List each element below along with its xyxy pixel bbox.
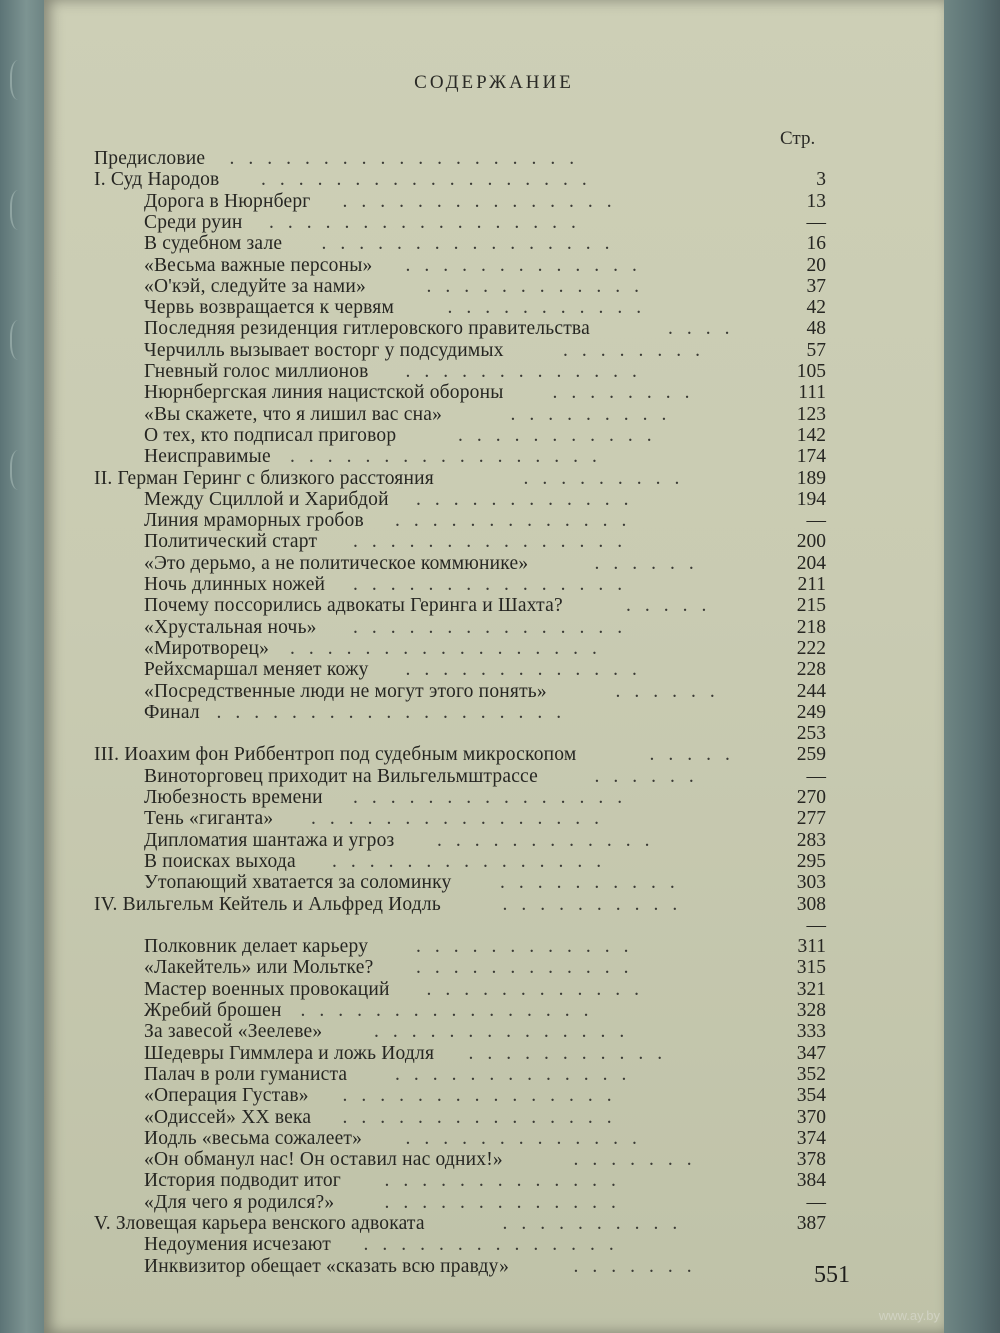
- toc-entry: [44, 468, 944, 490]
- leader-dots: ...............: [353, 616, 637, 638]
- leader-dots: ...............: [342, 1106, 626, 1128]
- toc-entry-title: Инквизитор обещает «сказать всю правду»: [144, 1255, 510, 1277]
- toc-entry: [44, 638, 944, 660]
- leader-dots: ..........: [500, 872, 689, 894]
- toc-entry-title: Иодль «весьма сожалеет»: [144, 1127, 363, 1149]
- toc-entry-page: 174: [796, 446, 826, 468]
- toc-entry: [44, 191, 944, 213]
- toc-entry: [44, 744, 944, 766]
- toc-entry-page: 200: [796, 531, 826, 553]
- page-number: 551: [814, 1262, 850, 1288]
- toc-entry-title: Рейхсмаршал меняет кожу: [144, 659, 369, 681]
- toc-entry: [44, 808, 944, 830]
- toc-entry: [44, 1107, 944, 1129]
- toc-entry-title: Полковник делает карьеру: [144, 936, 369, 958]
- leader-dots: ............: [416, 936, 643, 958]
- toc-entry-page: 333: [796, 1021, 826, 1043]
- leader-dots: ...........: [458, 424, 666, 446]
- toc-entry-title: «Посредственные люди не могут этого понять»: [144, 680, 547, 702]
- toc-entry-title: Любезность времени: [144, 787, 323, 808]
- toc-entry-page: 249: [796, 701, 826, 723]
- toc-entry: [44, 255, 944, 277]
- toc-entry-page: 315: [796, 957, 826, 979]
- toc-entry-title: Недоумения исчезают: [144, 1234, 332, 1256]
- book-cover-edge: [944, 0, 1000, 1333]
- toc-entry: [44, 489, 944, 511]
- toc-entry: [44, 1149, 944, 1171]
- toc-entry-page: 347: [796, 1042, 826, 1064]
- toc-entry-page: —: [806, 211, 826, 233]
- toc-entry: [44, 1170, 944, 1192]
- leader-dots: ....: [668, 318, 744, 340]
- toc-entry-title: Дорога в Нюрнберг: [144, 190, 311, 212]
- toc-entry-title: Ночь длинных ножей: [144, 574, 326, 595]
- leader-dots: ...............: [353, 787, 637, 808]
- toc-entry-title: Между Сциллой и Харибдой: [144, 488, 389, 510]
- toc-entry-page: 123: [796, 403, 826, 425]
- toc-entry-title: IV. Вильгельм Кейтель и Альфред Иодль: [94, 893, 441, 915]
- toc-entry-title: V. Зловещая карьера венского адвоката: [94, 1213, 425, 1234]
- leader-dots: .................: [290, 446, 611, 468]
- toc-entry-page: 387: [796, 1213, 826, 1234]
- leader-dots: .............: [384, 1170, 630, 1192]
- leader-dots: ............: [416, 957, 643, 979]
- leader-dots: ......: [594, 765, 708, 787]
- toc-entry-page: 215: [796, 595, 826, 617]
- leader-dots: .....: [626, 595, 721, 617]
- toc-entry-page: 321: [796, 978, 826, 1000]
- leader-dots: .....: [649, 744, 744, 766]
- toc-entry-page: 328: [796, 1000, 826, 1021]
- toc-entry: [44, 531, 944, 553]
- leader-dots: ...............: [342, 190, 626, 212]
- toc-entry: [44, 1021, 944, 1043]
- toc-entry-page: 16: [806, 233, 826, 255]
- toc-entry-title: «Для чего я родился?»: [144, 1191, 335, 1213]
- leader-dots: ..........: [502, 893, 692, 915]
- toc-entry-page: 374: [796, 1127, 826, 1149]
- leader-dots: ...............: [332, 850, 616, 872]
- toc-entry-page: 370: [796, 1106, 826, 1128]
- toc-entry-title: Утопающий хватается за соломинку: [144, 872, 452, 894]
- leader-dots: .........: [510, 403, 681, 425]
- toc-entry-page: 194: [796, 488, 826, 510]
- toc-entry-page: —: [806, 765, 826, 787]
- leader-dots: ................: [321, 233, 624, 255]
- leader-dots: .................: [290, 637, 611, 659]
- leader-dots: ...........: [447, 297, 656, 319]
- toc-entry-page: 270: [796, 787, 826, 808]
- toc-entry: [44, 681, 944, 703]
- toc-entry-title: О тех, кто подписал приговор: [144, 424, 397, 446]
- toc-entry: [44, 318, 944, 340]
- toc-entry-page: 211: [797, 574, 826, 595]
- toc-entry-title: Гневный голос миллионов: [144, 361, 369, 382]
- toc-entry: [44, 1256, 944, 1278]
- leader-dots: .........: [523, 467, 694, 489]
- toc-entry-page: 384: [796, 1170, 826, 1192]
- book-page: [44, 0, 944, 1333]
- toc-entry: [44, 553, 944, 575]
- toc-entry-title: «Весьма важные персоны»: [144, 254, 373, 276]
- toc-entry-title: История подводит итог: [144, 1170, 341, 1192]
- leader-dots: ...................: [216, 701, 576, 723]
- toc-entry-page: —: [806, 914, 826, 936]
- leader-dots: ..........: [502, 1213, 692, 1234]
- toc-entry: [44, 425, 944, 447]
- toc-entry-title: Жребий брошен: [144, 1000, 282, 1021]
- leader-dots: ................: [300, 1000, 603, 1021]
- leader-dots: ..............: [363, 1234, 628, 1256]
- leader-dots: ................: [311, 808, 613, 830]
- toc-entry-title: Тень «гиганта»: [144, 808, 274, 830]
- toc-entry: [44, 851, 944, 873]
- toc-entry: [44, 894, 944, 916]
- toc-entry-title: II. Герман Геринг с близкого расстояния: [94, 467, 434, 489]
- leader-dots: .............: [395, 1063, 641, 1085]
- spine-ornament: [10, 450, 30, 490]
- toc-entry-title: Почему поссорились адвокаты Геринга и Шахта?: [144, 595, 563, 617]
- toc-entry: [44, 723, 944, 745]
- toc-entry-page: 3: [816, 169, 826, 191]
- toc-entry-page: 13: [806, 190, 826, 212]
- toc-entry-title: Последняя резиденция гитлеровского правительства: [144, 318, 590, 340]
- toc-entry: [44, 595, 944, 617]
- toc-entry-title: Дипломатия шантажа и угроз: [144, 829, 395, 851]
- leader-dots: .............: [384, 1191, 630, 1213]
- toc-entry-page: 253: [796, 723, 826, 745]
- leader-dots: .............: [405, 361, 651, 382]
- toc-entry-page: 352: [796, 1063, 826, 1085]
- toc-entry-title: Предисловие: [94, 148, 206, 169]
- leader-dots: .............: [395, 510, 641, 532]
- toc-entry: [44, 1213, 944, 1235]
- toc-entry: [44, 915, 944, 937]
- toc-entry-title: В поисках выхода: [144, 850, 296, 872]
- spine-ornament: [10, 320, 30, 360]
- leader-dots: ..............: [374, 1021, 639, 1043]
- toc-entry-title: I. Суд Народов: [94, 169, 220, 191]
- toc-entry-page: 189: [796, 467, 826, 489]
- toc-entry-title: Мастер военных провокаций: [144, 978, 390, 1000]
- leader-dots: ...........: [468, 1042, 677, 1064]
- toc-entry-title: Среди руин: [144, 211, 243, 233]
- toc-entry-page: 111: [798, 382, 826, 404]
- page-column-label: Стр.: [780, 128, 816, 149]
- toc-entry: [44, 361, 944, 383]
- toc-entry: [44, 446, 944, 468]
- toc-entry: [44, 1192, 944, 1214]
- leader-dots: .......: [573, 1149, 706, 1171]
- toc-entry-page: 204: [796, 552, 826, 574]
- toc-entry: [44, 702, 944, 724]
- toc-entry-page: 218: [796, 616, 826, 638]
- toc-entry-page: 378: [796, 1149, 826, 1171]
- toc-entry: [44, 148, 944, 170]
- toc-entry: [44, 659, 944, 681]
- toc-entry-page: 295: [796, 850, 826, 872]
- toc-entry: [44, 1128, 944, 1150]
- toc-entry-title: Червь возвращается к червям: [144, 297, 394, 319]
- toc-entry-title: Нюрнбергская линия нацистской обороны: [144, 382, 504, 404]
- toc-entry: [44, 830, 944, 852]
- leader-dots: ..................: [261, 169, 601, 191]
- leader-dots: ...............: [353, 531, 637, 553]
- toc-entry: [44, 233, 944, 255]
- toc-entry: [44, 979, 944, 1001]
- toc-entry-page: 142: [796, 424, 826, 446]
- leader-dots: ...................: [229, 148, 589, 169]
- toc-entry-page: 277: [796, 808, 826, 830]
- toc-entry-title: Виноторговец приходит на Вильгельмштрассе: [144, 765, 539, 787]
- toc-entry-page: 311: [797, 936, 826, 958]
- toc-entry-page: 228: [796, 659, 826, 681]
- page-title: СОДЕРЖАНИЕ: [414, 72, 574, 93]
- toc-entry-title: «Одиссей» XX века: [144, 1106, 312, 1128]
- toc-entry-title: Черчилль вызывает восторг у подсудимых: [144, 339, 504, 361]
- toc-entry-title: «Хрустальная ночь»: [144, 616, 317, 638]
- toc-entry: [44, 1043, 944, 1065]
- toc-entry-title: Неисправимые: [144, 446, 271, 468]
- leader-dots: .............: [405, 659, 651, 681]
- book-spine: [0, 0, 48, 1333]
- leader-dots: ......: [615, 680, 729, 702]
- toc-entry-page: 42: [806, 297, 826, 319]
- leader-dots: .............: [405, 254, 651, 276]
- watermark: www.ay.by: [878, 1308, 940, 1323]
- toc-entry: [44, 404, 944, 426]
- toc-entry-title: Шедевры Гиммлера и ложь Иодля: [144, 1042, 435, 1064]
- toc-entry-page: —: [806, 1191, 826, 1213]
- toc-entry-page: 354: [796, 1085, 826, 1107]
- toc-entry-page: —: [806, 510, 826, 532]
- toc-entry: [44, 212, 944, 234]
- leader-dots: .................: [269, 211, 590, 233]
- toc-entry: [44, 1000, 944, 1022]
- toc-entry: [44, 510, 944, 532]
- toc-entry: [44, 1085, 944, 1107]
- toc-entry: [44, 957, 944, 979]
- toc-entry-title: «Лакейтель» или Мольтке?: [144, 957, 374, 979]
- leader-dots: .......: [573, 1255, 706, 1277]
- toc-entry-page: 57: [806, 339, 826, 361]
- toc-entry-page: 308: [796, 893, 826, 915]
- toc-entry: [44, 1064, 944, 1086]
- toc-entry: [44, 936, 944, 958]
- toc-entry: [44, 340, 944, 362]
- toc-entry-title: «Это дерьмо, а не политическое коммюнике»: [144, 552, 529, 574]
- leader-dots: ............: [426, 978, 653, 1000]
- leader-dots: ........: [552, 382, 704, 404]
- toc-entry: [44, 297, 944, 319]
- toc-entry-title: «О'кэй, следуйте за нами»: [144, 275, 366, 297]
- toc-entry-page: 283: [796, 829, 826, 851]
- toc-entry-title: «Вы скажете, что я лишил вас сна»: [144, 403, 443, 425]
- toc-entry-title: В судебном зале: [144, 233, 283, 255]
- toc-entry: [44, 169, 944, 191]
- leader-dots: ............: [416, 488, 643, 510]
- leader-dots: ........: [563, 339, 714, 361]
- leader-dots: ............: [437, 829, 664, 851]
- toc-entry-title: Палач в роли гуманиста: [144, 1063, 348, 1085]
- toc-entry-page: 244: [796, 680, 826, 702]
- toc-entry-page: 259: [796, 744, 826, 766]
- toc-entry-page: 48: [806, 318, 826, 340]
- toc-entry-title: «Миротворец»: [144, 637, 270, 659]
- toc-entry-title: «Он обманул нас! Он оставил нас одних!»: [144, 1149, 503, 1171]
- leader-dots: ...............: [342, 1085, 626, 1107]
- toc-entry-title: За завесой «Зеелеве»: [144, 1021, 323, 1043]
- leader-dots: ............: [426, 275, 653, 297]
- toc-entry-page: 105: [796, 361, 826, 382]
- toc-entry-page: 37: [806, 275, 826, 297]
- toc-entry-title: Финал: [144, 701, 200, 723]
- leader-dots: .............: [405, 1127, 651, 1149]
- toc-entry: [44, 276, 944, 298]
- leader-dots: ...............: [353, 574, 637, 595]
- toc-entry-title: «Операция Густав»: [144, 1085, 309, 1107]
- toc-entry: [44, 787, 944, 809]
- toc-entry-page: 303: [796, 872, 826, 894]
- toc-entry: [44, 574, 944, 596]
- toc-entry: [44, 617, 944, 639]
- toc-entry-title: III. Иоахим фон Риббентроп под судебным микроскопом: [94, 744, 577, 766]
- toc-entry-title: Политический старт: [144, 531, 318, 553]
- leader-dots: ......: [594, 552, 708, 574]
- toc-entry: [44, 872, 944, 894]
- toc-entry-title: Линия мраморных гробов: [144, 510, 364, 532]
- toc-entry-page: 222: [796, 637, 826, 659]
- toc-entry: [44, 382, 944, 404]
- spine-ornament: [10, 190, 30, 230]
- toc-entry-page: 20: [806, 254, 826, 276]
- spine-ornament: [10, 60, 30, 100]
- toc-entry: [44, 1234, 944, 1256]
- toc-entry: [44, 766, 944, 788]
